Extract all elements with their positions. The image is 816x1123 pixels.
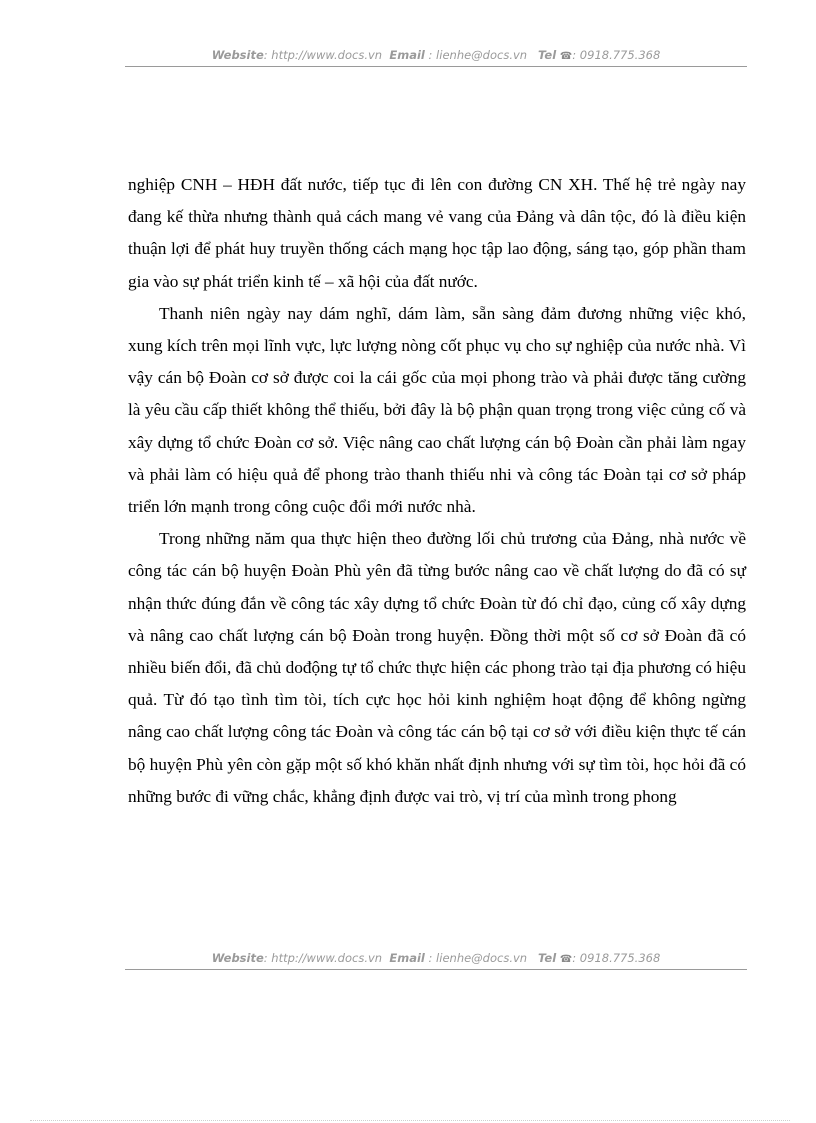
header-email-label: Email	[389, 48, 425, 62]
footer-rule	[125, 969, 747, 970]
paragraph-2: Thanh niên ngày nay dám nghĩ, dám làm, sẵn sàng đảm đương những việc khó, xung kích trên mọi lĩnh vực, lực lượng nòng cốt phục vụ cho sự nghiệp của nước nhà. Vì vậy cán bộ Đoàn cơ sở được coi la cái gốc của mọi phong trào và phải được tăng cường là yêu cầu cấp thiết không thể thiếu, bởi đây là bộ phận quan trọng trong việc củng cố và xây dựng tổ chức Đoàn cơ sở. Việc nâng cao chất lượng cán bộ Đoàn cần phải làm ngay và phải làm có hiệu quả để phong trào thanh thiếu nhi và công tác Đoàn tại cơ sở pháp triển lớn mạnh trong công cuộc đổi mới nước nhà.	[128, 303, 746, 517]
body-text	[128, 169, 746, 813]
footer-website-label: Website	[211, 951, 264, 965]
footer-email-link[interactable]: : lienhe@docs.vn	[424, 951, 528, 965]
footer-tel-label: Tel	[538, 951, 557, 965]
footer-tel-value: : 0918.775.368	[572, 951, 661, 965]
phone-icon: ☎	[559, 51, 573, 62]
page-footer	[125, 950, 747, 968]
paragraph-3: Trong những năm qua thực hiện theo đường lối chủ trương của Đảng, nhà nước về công tác cán bộ huyện Đoàn Phù yên đã từng bước nâng cao về chất lượng do đã có sự nhận thức đúng đắn về công tác xây dựng tổ chức Đoàn từ đó chỉ đạo, củng cố xây dựng và nâng cao chất lượng cán bộ Đoàn trong huyện. Đồng thời một số cơ sở Đoàn đã có nhiều biến đổi, đã chủ dođộng tự tổ chức thực hiện các phong trào tại địa phương có hiệu quả. Từ đó tạo tình tìm tòi, tích cực học hỏi kinh nghiệm hoạt động để không ngừng nâng cao chất lượng công tác Đoàn và công tác cán bộ tại cơ sở với điều kiện thực tế cán bộ huyện Phù yên còn gặp một số khó khăn nhất định nhưng với sự tìm tòi, học hỏi đã có những bước đi vững chắc, khẳng định được vai trò, vị trí của mình trong phong	[128, 529, 746, 806]
footer-website-link[interactable]: : http://www.docs.vn	[263, 951, 383, 965]
header-website-label: Website	[211, 48, 264, 62]
page-header	[125, 47, 747, 65]
page-bottom-divider	[30, 1120, 790, 1121]
header-tel-value: : 0918.775.368	[572, 48, 661, 62]
header-website-link[interactable]: : http://www.docs.vn	[263, 48, 383, 62]
header-email-link[interactable]: : lienhe@docs.vn	[424, 48, 528, 62]
header-tel-label: Tel	[538, 48, 557, 62]
phone-icon: ☎	[559, 954, 573, 965]
header-rule	[125, 66, 747, 67]
paragraph-1: nghiệp CNH – HĐH đất nước, tiếp tục đi lên con đường CN XH. Thế hệ trẻ ngày nay đang kế thừa nhưng thành quả cách mang vẻ vang của Đảng và dân tộc, đó là điều kiện thuận lợi để phát huy truyền thống cách mạng học tập lao động, sáng tạo, góp phần tham gia vào sự phát triển kinh tế – xã hội của đất nước.	[128, 175, 746, 291]
footer-email-label: Email	[389, 951, 425, 965]
